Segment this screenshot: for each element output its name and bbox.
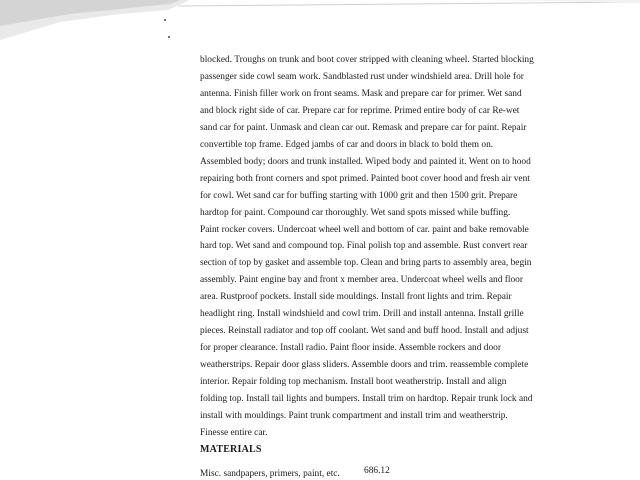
text-line: blocked. Troughs on trunk and boot cover stripped with cleaning wheel. Started blocking [200,55,534,65]
text-line: weatherstrips. Repair door glass sliders. Assemble doors and trim. reassemble complete [200,360,529,371]
text-line: for proper clearance. Install radio. Paint floor inside. Assemble rockers and door [200,343,501,354]
text-line: folding top. Install tail lights and bumpers. Install trim on hardtop. Repair trunk lock and [200,394,533,405]
work-log-paragraph [200,52,534,442]
text-line: hard top. Wet sand and compound top. Final polish top and assemble. Rust convert rear [200,241,528,252]
materials-heading: MATERIALS [200,444,262,455]
text-line: Finesse entire car. [200,427,268,438]
text-line: repairing both front corners and spot primed. Painted boot cover hood and fresh air vent [200,173,530,184]
text-line: headlight ring. Install windshield and cowl trim. Drill and install antenna. Install grille [200,309,524,320]
scan-speck [164,19,166,21]
text-line: and block right side of car. Prepare car for reprime. Primed entire body of car Re-wet [200,105,520,116]
scan-speck [168,36,170,38]
text-line: sand car for paint. Unmask and clean car out. Remask and prepare car for paint. Repair [200,122,527,133]
text-line: hardtop for paint. Compound car thoroughly. Wet sand spots missed while buffing. [200,207,511,218]
text-line: passenger side cowl seam work. Sandblasted rust under windshield area. Drill hole for [200,71,524,82]
text-line: section of top by gasket and assemble top. Clean and bring parts to assembly area, begin [200,258,532,269]
text-line: install with mouldings. Paint trunk compartment and install trim and weatherstrip. [200,411,508,422]
text-line: pieces. Reinstall radiator and top off coolant. Wet sand and buff hood. Install and adjust [200,326,529,337]
text-line: assembly. Paint engine bay and front x member area. Undercoat wheel wells and floor [200,275,523,286]
materials-item-amount: 686.12 [364,466,390,476]
text-line: area. Rustproof pockets. Install side mouldings. Install front lights and trim. Repair [200,292,512,303]
scan-fold-shadow [0,0,640,60]
text-line: for cowl. Wet sand car for buffing starting with 1000 grit and then 1500 grit. Prepare [200,190,518,201]
text-line: convertible top frame. Edged jambs of car and doors in black to bold them on. [200,139,494,150]
text-line: interior. Repair folding top mechanism. Install boot weatherstrip. Install and align [200,377,507,388]
text-line: antenna. Finish filler work on front seams. Mask and prepare car for primer. Wet sand [200,88,522,99]
text-line: Assembled body; doors and trunk installed. Wiped body and painted it. Went on to hood [200,156,531,167]
text-line: Paint rocker covers. Undercoat wheel well and bottom of car. paint and bake removable [200,224,529,235]
materials-item-label: Misc. sandpapers, primers, paint, etc. [200,469,340,479]
